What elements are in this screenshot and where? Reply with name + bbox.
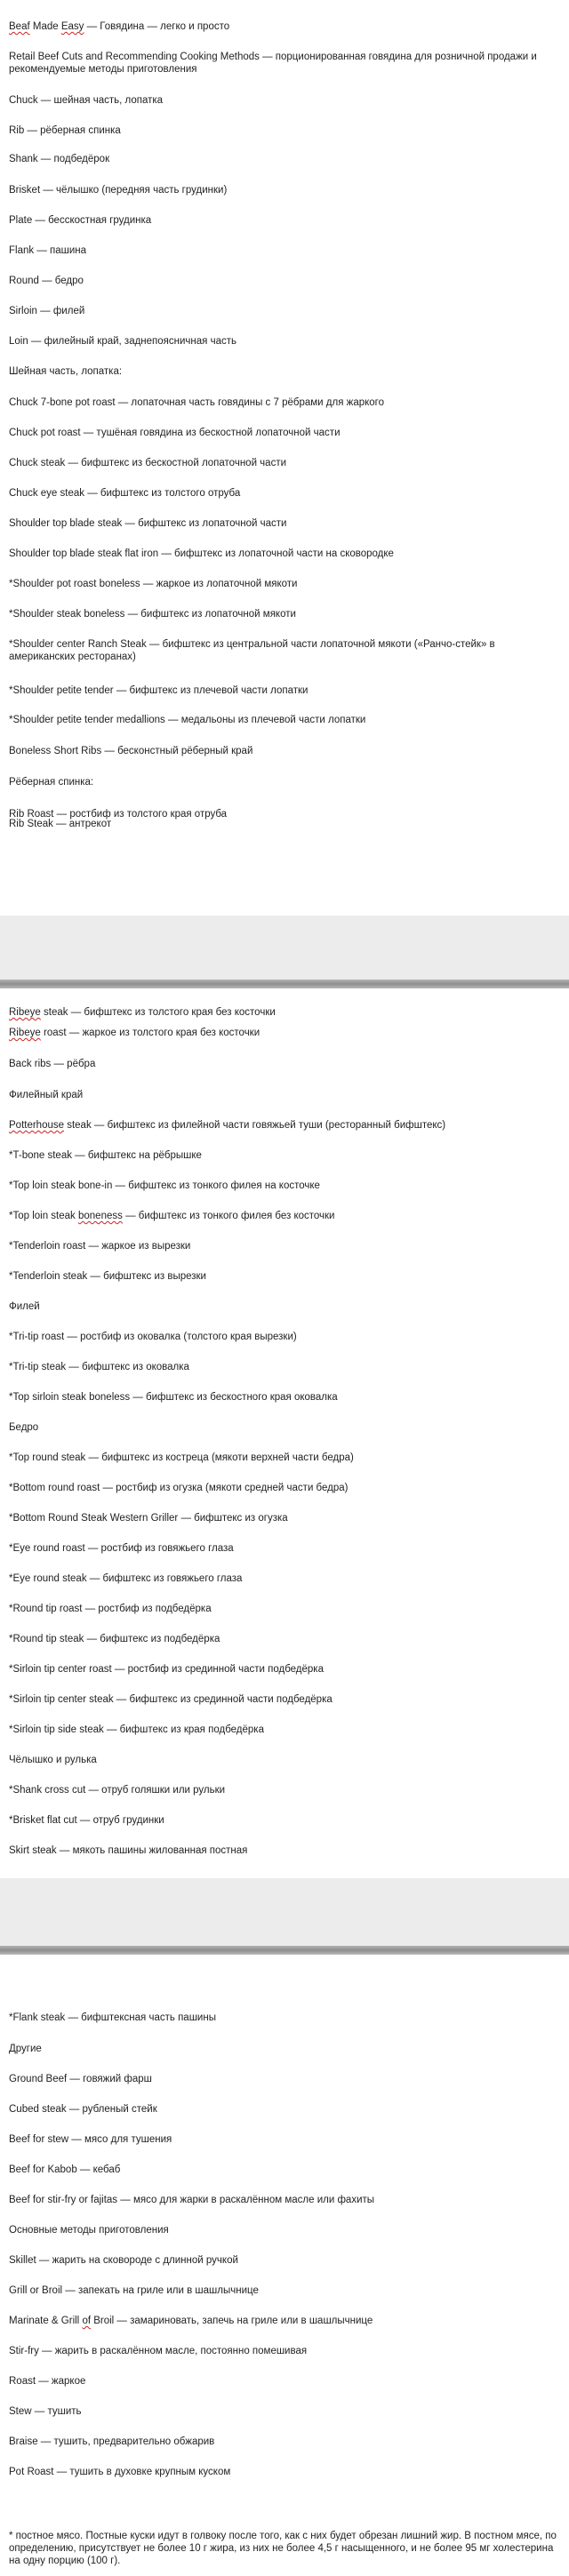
page2-line-1: Ribeye steak — бифштекс из толстого края без косточки [9, 1007, 276, 1018]
page-separator [0, 1946, 569, 1955]
page2-line-11: Филей [9, 1301, 40, 1312]
page1-line-22: *Shoulder petite tender — бифштекс из плечевой части лопатки [9, 685, 309, 696]
page2-line-20: *Eye round steak — бифштекс из говяжьего глаза [9, 1573, 243, 1584]
page1-line-17: Shoulder top blade steak — бифштекс из лопаточной части [9, 518, 287, 529]
page1-line-18: Shoulder top blade steak flat iron — бифштекс из лопаточной части на сковородке [9, 548, 394, 559]
page3-line-3: Ground Beef — говяжий фарш [9, 2074, 152, 2084]
page2-line-5: Potterhouse steak — бифштекс из филейной части говяжьей туши (ресторанный бифштекс) [9, 1120, 446, 1131]
page3-line-15: Braise — тушить, предварительно обжарив [9, 2436, 215, 2447]
page2-line-6: *T-bone steak — бифштекс на рёбрышке [9, 1150, 202, 1161]
page2-line-4: Филейный край [9, 1090, 84, 1100]
page2-line-13: *Tri-tip steak — бифштекс из оковалка [9, 1362, 189, 1372]
page2-line-14: *Top sirloin steak boneless — бифштекс из бескостного края оковалка [9, 1392, 338, 1403]
page1-line-10: Sirloin — филей [9, 306, 85, 316]
page1-line-26: Rib Roast — ростбиф из толстого края отруба [9, 809, 228, 820]
page2-line-18: *Bottom Round Steak Western Griller — бифштекс из огузка [9, 1513, 288, 1524]
page3-line-5: Beef for stew — мясо для тушения [9, 2134, 172, 2145]
page1-line-13: Chuck 7-bone pot roast — лопаточная часть говядины с 7 рёбрами для жаркого [9, 397, 385, 408]
page1-line-20: *Shoulder steak boneless — бифштекс из лопаточной мякоти [9, 609, 296, 620]
page-separator [0, 980, 569, 988]
page3-line-13: Roast — жаркое [9, 2376, 86, 2387]
page3-line-2: Другие [9, 2044, 42, 2054]
page3-line-16: Pot Roast — тушить в духовке крупным куском [9, 2467, 231, 2477]
page1-line-15: Chuck steak — бифштекс из бескостной лопаточной части [9, 458, 287, 468]
page1-line-2: Retail Beef Cuts and Recommending Cooking Methods — порционированная говядина для розничной продажи и рекомендуемые методы приготовления [9, 52, 537, 75]
page2-line-24: *Sirloin tip center steak — бифштекс из срединной части подбедёрка [9, 1694, 333, 1705]
page3-line-14: Stew — тушить [9, 2406, 82, 2417]
page1-line-19: *Shoulder pot roast boneless — жаркое из лопаточной мякоти [9, 579, 298, 589]
page2-line-2: Ribeye roast — жаркое из толстого края без косточки [9, 1028, 260, 1038]
page3-line-10: Grill or Broil — запекать на гриле или в шашлычнице [9, 2285, 259, 2296]
page2-line-16: *Top round steak — бифштекс из костреца (мякоти верхней части бедра) [9, 1452, 354, 1463]
page1-line-5: Shank — подбедёрок [9, 154, 110, 164]
page1-line-14: Chuck pot roast — тушёная говядина из бескостной лопаточной части [9, 428, 341, 438]
page2-line-19: *Eye round roast — ростбиф из говяжьего глаза [9, 1543, 234, 1554]
page2-line-29: Skirt steak — мякоть пашины жилованная постная [9, 1845, 248, 1856]
page2-line-26: Чёлышко и рулька [9, 1755, 97, 1765]
page2-line-27: *Shank cross cut — отруб голяшки или рульки [9, 1785, 226, 1796]
page1-line-8: Flank — пашина [9, 245, 87, 256]
page2-line-22: *Round tip steak — бифштекс из подбедёрка [9, 1634, 220, 1644]
page3-line-6: Beef for Kabob — кебаб [9, 2164, 121, 2175]
page1-line-7: Plate — бесскостная грудинка [9, 215, 152, 226]
page1-line-25: Рёберная спинка: [9, 777, 94, 788]
page3-line-9: Skillet — жарить на сковороде с длинной ручкой [9, 2255, 238, 2266]
page1-line-23: *Shoulder petite tender medallions — медальоны из плечевой части лопатки [9, 715, 366, 725]
page1-line-3: Chuck — шейная часть, лопатка [9, 95, 164, 106]
page1-line-12: Шейная часть, лопатка: [9, 366, 123, 377]
page3-line-7: Beef for stir-fry or fajitas — мясо для жарки в раскалённом масле или фахиты [9, 2195, 375, 2205]
page2-line-17: *Bottom round roast — ростбиф из огузка (мякоти средней части бедра) [9, 1483, 349, 1493]
page1-line-27: Rib Steak — антрекот [9, 819, 112, 829]
page1-line-24: Boneless Short Ribs — бесконстный рёберный край [9, 746, 253, 756]
page1-line-6: Brisket — чёлышко (передняя часть грудинки) [9, 185, 228, 196]
page1-line-1: Beaf Made Easy — Говядина — легко и просто [9, 21, 230, 32]
page2-line-23: *Sirloin tip center roast — ростбиф из срединной части подбедёрка [9, 1664, 324, 1675]
page2-line-10: *Tenderloin steak — бифштекс из вырезки [9, 1271, 206, 1282]
page-gap-2 [0, 1878, 569, 1949]
page3-line-17: * постное мясо. Постные куски идут в голвоку после того, как с них будет обрезан лишний жир. В постном мясе, по определению, присутствует не более 10 г жира, из них не более 4,5 г насыщенного, и не более 95 мг холестерина на одну порцию (100 г). [9, 2531, 557, 2566]
page2-line-25: *Sirloin tip side steak — бифштекс из края подбедёрка [9, 1724, 264, 1735]
page2-line-15: Бедро [9, 1422, 39, 1433]
page1-line-11: Loin — филейный край, заднепоясничная часть [9, 336, 236, 347]
page1-line-4: Rib — рёберная спинка [9, 125, 121, 136]
page1-line-21: *Shoulder center Ranch Steak — бифштекс из центральной части лопаточной мякоти («Ранчо-стейк» в американских ресторанах) [9, 639, 495, 662]
page2-line-7: *Top loin steak bone-in — бифштекс из тонкого филея на косточке [9, 1180, 320, 1191]
page3-line-8: Основные методы приготовления [9, 2225, 169, 2236]
page2-line-28: *Brisket flat cut — отруб грудинки [9, 1815, 164, 1826]
page1-line-9: Round — бедро [9, 276, 84, 286]
page-gap-1 [0, 916, 569, 984]
page2-line-8: *Top loin steak boneness — бифштекс из тонкого филея без косточки [9, 1211, 335, 1221]
page2-line-12: *Tri-tip roast — ростбиф из оковалка (толстого края вырезки) [9, 1332, 297, 1342]
page2-line-9: *Tenderloin roast — жаркое из вырезки [9, 1241, 191, 1252]
page3-line-11: Marinate & Grill of Broil — замариновать, запечь на гриле или в шашлычнице [9, 2316, 373, 2326]
page3-line-1: *Flank steak — бифштексная часть пашины [9, 2012, 216, 2023]
page1-line-16: Chuck eye steak — бифштекс из толстого отруба [9, 488, 241, 499]
page3-line-12: Stir-fry — жарить в раскалённом масле, постоянно помешивая [9, 2346, 308, 2356]
page2-line-3: Back ribs — рёбра [9, 1059, 96, 1069]
page3-line-4: Cubed steak — рубленый стейк [9, 2104, 157, 2115]
page2-line-21: *Round tip roast — ростбиф из подбедёрка [9, 1604, 212, 1614]
